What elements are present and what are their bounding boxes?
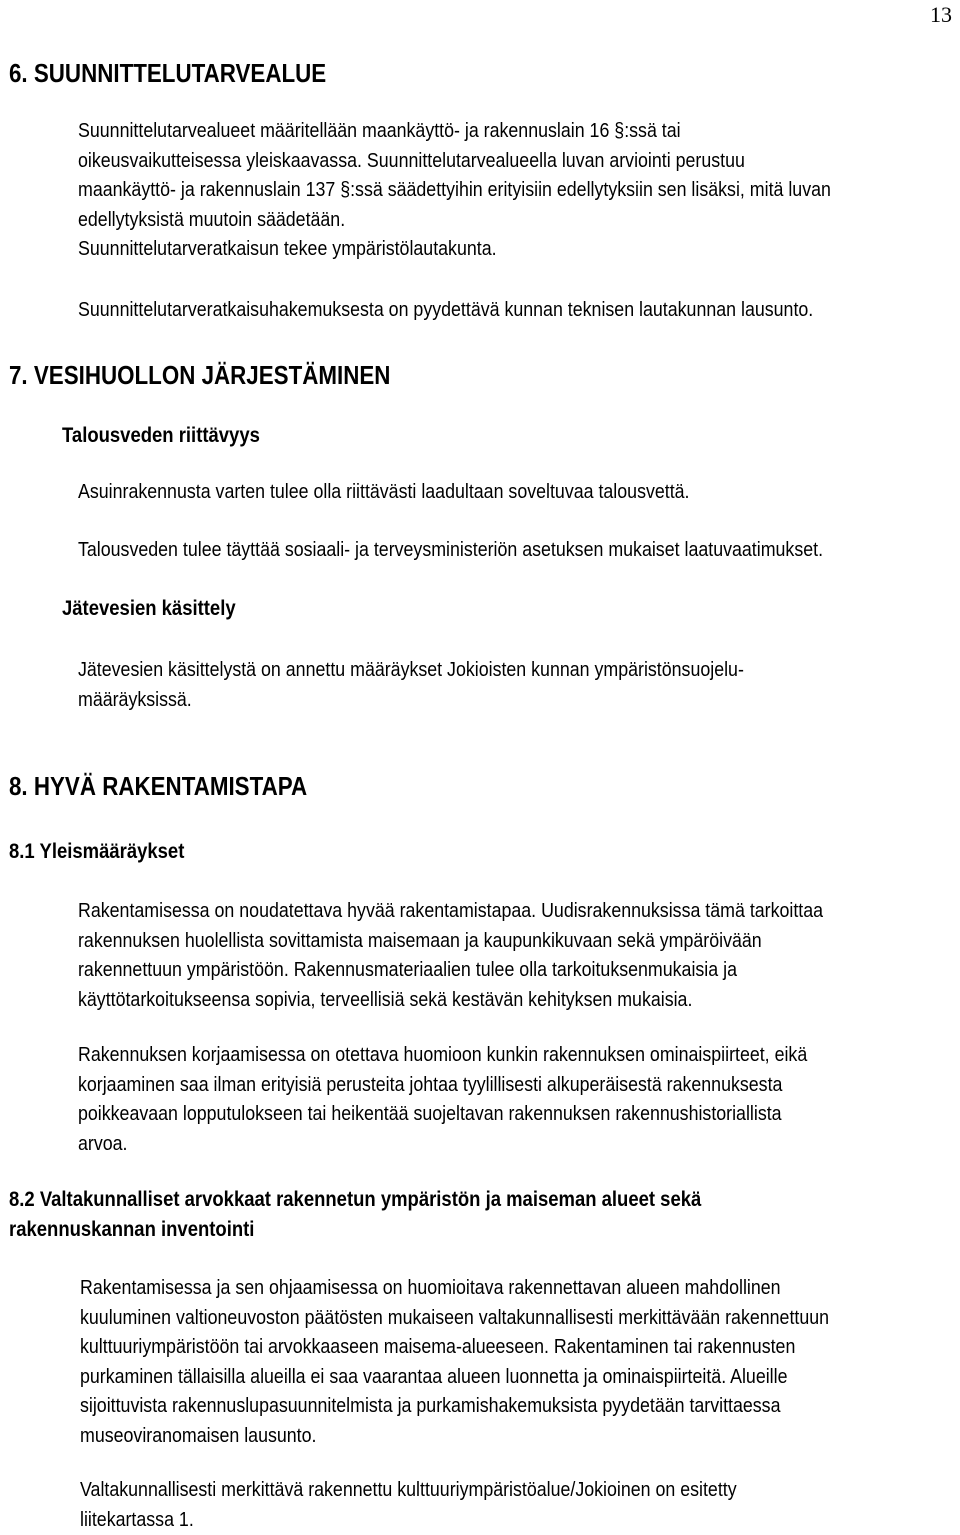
text-line: Suunnittelutarveratkaisun tekee ympäristölautakunta. <box>78 235 831 265</box>
text-line: edellytyksistä muutoin säädetään. <box>78 206 831 236</box>
text-line: poikkeavaan lopputulokseen tai heikentää suojeltavan rakennuksen rakennushistoriallista <box>78 1100 807 1130</box>
text-line: kulttuuriympäristöön tai arvokkaaseen maisema-alueeseen. Rakentaminen tai rakennusten <box>80 1333 829 1363</box>
section-7-heading: 7. VESIHUOLLON JÄRJESTÄMINEN <box>9 360 390 391</box>
text-line: Suunnittelutarvealueet määritellään maankäyttö- ja rakennuslain 16 §:ssä tai <box>78 117 831 147</box>
section-8-2-heading-line-2: rakennuskannan inventointi <box>9 1218 254 1242</box>
text-line: sijoittuvista rakennuslupasuunnitelmista ja purkamishakemuksista pyydetään tarvittaessa <box>80 1392 829 1422</box>
section-8-2-paragraph-2 <box>80 1476 737 1535</box>
text-line: purkaminen tällaisilla alueilla ei saa vaarantaa alueen luonnetta ja ominaispiirteitä. Alueille <box>80 1363 829 1393</box>
text-line: oikeusvaikutteisessa yleiskaavassa. Suunnittelutarvealueella luvan arviointi perustuu <box>78 147 831 177</box>
text-line: määräyksissä. <box>78 686 744 716</box>
section-7-sub-1-heading: Talousveden riittävyys <box>62 424 260 448</box>
text-line: maankäyttö- ja rakennuslain 137 §:ssä säädettyihin erityisiin edellytyksiin sen lisäksi, mitä luvan <box>78 176 831 206</box>
section-7-sub-1-paragraph-2: Talousveden tulee täyttää sosiaali- ja terveysministeriön asetuksen mukaiset laatuvaatimukset. <box>78 536 823 566</box>
section-7-sub-2-paragraph <box>78 656 744 715</box>
section-8-2-paragraph-1 <box>80 1274 829 1451</box>
text-line: korjaaminen saa ilman erityisiä perusteita johtaa tyylillisesti alkuperäisestä rakennuksesta <box>78 1071 807 1101</box>
text-line: Rakentamisessa ja sen ohjaamisessa on huomioitava rakennettavan alueen mahdollinen <box>80 1274 829 1304</box>
text-line: museoviranomaisen lausunto. <box>80 1422 829 1452</box>
section-8-heading: 8. HYVÄ RAKENTAMISTAPA <box>9 771 307 802</box>
section-8-1-heading: 8.1 Yleismääräykset <box>9 840 184 864</box>
page-number: 13 <box>930 2 952 28</box>
text-line: rakennuksen huolellista sovittamista maisemaan ja kaupunkikuvaan sekä ympäröivään <box>78 927 823 957</box>
section-6-heading: 6. SUUNNITTELUTARVEALUE <box>9 58 326 89</box>
text-line: liitekartassa 1. <box>80 1506 737 1535</box>
text-line: kuuluminen valtioneuvoston päätösten mukaiseen valtakunnallisesti merkittävään rakennettuun <box>80 1304 829 1334</box>
text-line: Rakennuksen korjaamisessa on otettava huomioon kunkin rakennuksen ominaispiirteet, eikä <box>78 1041 807 1071</box>
section-8-2-heading-line-1: 8.2 Valtakunnalliset arvokkaat rakennetun ympäristön ja maiseman alueet sekä <box>9 1188 701 1212</box>
section-7-sub-1-paragraph-1: Asuinrakennusta varten tulee olla riittävästi laadultaan soveltuvaa talousvettä. <box>78 478 690 508</box>
section-8-1-paragraph-2 <box>78 1041 807 1159</box>
text-line: Valtakunnallisesti merkittävä rakennettu kulttuuriympäristöalue/Jokioinen on esitetty <box>80 1476 737 1506</box>
text-line: arvoa. <box>78 1130 807 1160</box>
section-8-1-paragraph-1 <box>78 897 823 1015</box>
section-6-paragraph-2: Suunnittelutarveratkaisuhakemuksesta on pyydettävä kunnan teknisen lautakunnan lausunto. <box>78 296 813 326</box>
section-6-paragraph-1 <box>78 117 831 265</box>
text-line: Jätevesien käsittelystä on annettu määräykset Jokioisten kunnan ympäristönsuojelu- <box>78 656 744 686</box>
text-line: käyttötarkoitukseensa sopivia, terveellisiä sekä kestävän kehityksen mukaisia. <box>78 986 823 1016</box>
section-7-sub-2-heading: Jätevesien käsittely <box>62 597 236 621</box>
text-line: Rakentamisessa on noudatettava hyvää rakentamistapaa. Uudisrakennuksissa tämä tarkoittaa <box>78 897 823 927</box>
text-line: rakennettuun ympäristöön. Rakennusmateriaalien tulee olla tarkoituksenmukaisia ja <box>78 956 823 986</box>
